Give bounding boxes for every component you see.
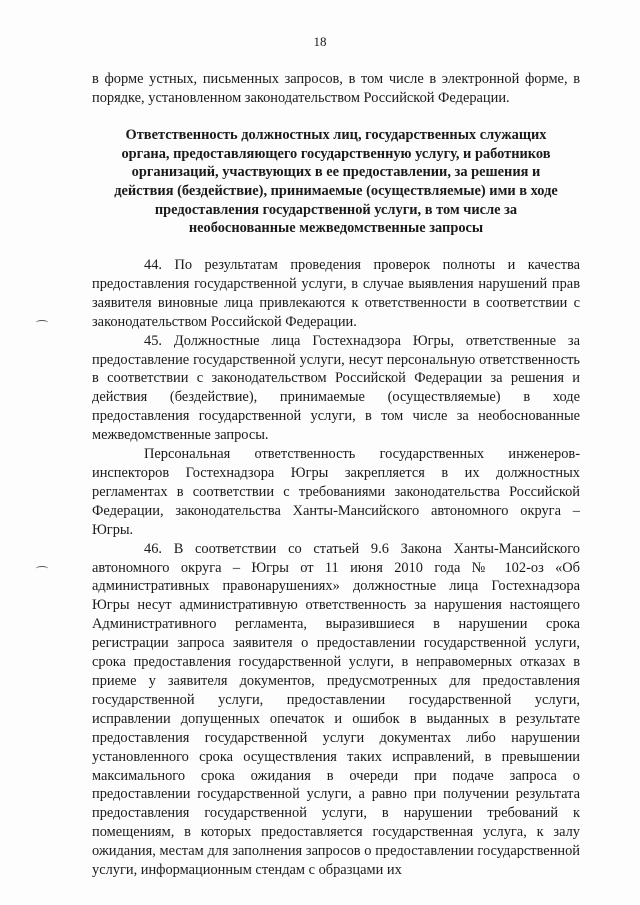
margin-pen-mark bbox=[36, 566, 48, 571]
paragraph-45: 45. Должностные лица Гостехнадзора Югры, ответственные за предоставление государственной услуги, несут персональную ответственность в соответствии с законодательством Российской Федерации за решения и действия (бездействие), принимаемые (осуществляемые) в ходе предоставления государственной услуги, в том числе за необоснованные межведомственные запросы. bbox=[92, 332, 580, 444]
paragraph-46: 46. В соответствии со статьей 9.6 Закона Ханты-Мансийского автономного округа – Югры от 11 июня 2010 года № 102-оз «Об административных правонарушениях» должностные лица Гостехнадзора Югры несут административную ответственность за нарушения настоящего Административного регламента, выразившиеся в нарушении срока регистрации запроса заявителя о предоставлении государственной услуги, срока предоставления государственной услуги, в неправомерных отказах в приеме у заявителя документов, предусмотренных для предоставления государственной услуги, предоставлении государственной услуги, исправлении допущенных опечаток и ошибок в выданных в результате предоставления государственной услуги документах либо нарушении установленного срока осуществления таких исправлений, в превышении максимального срока ожидания в очереди при подаче запроса о предоставлении государственной услуги, а равно при получении результата предоставления государственной услуги, в нарушении требований к помещениям, в которых предоставляется государственная услуга, к залу ожидания, местам для заполнения запросов о предоставлении государственной услуги, информационным стендам с образцами их bbox=[92, 540, 580, 879]
section-heading: Ответственность должностных лиц, государственных служащих органа, предоставляющего государственную услугу, и работников организаций, участвующих в ее предоставлении, за решения и действия (бездействие), принимаемые (осуществляемые) ими в ходе предоставления государственной услуги, в том числе за необоснованные межведомственные запросы bbox=[114, 126, 558, 237]
paragraph-personal-responsibility: Персональная ответственность государственных инженеров-инспекторов Гостехнадзора Югры закрепляется в их должностных регламентах в соответствии с требованиями законодательства Российской Федерации, законодательства Ханты-Мансийского автономного округа – Югры. bbox=[92, 446, 580, 538]
document-body bbox=[92, 70, 580, 880]
margin-pen-mark bbox=[36, 320, 48, 325]
paragraph-44: 44. По результатам проведения проверок полноты и качества предоставления государственной услуги, в случае выявления нарушений прав заявителя виновные лица привлекаются к ответственности в соответствии с законодательством Российской Федерации. bbox=[92, 257, 580, 330]
intro-paragraph: в форме устных, письменных запросов, в том числе в электронной форме, в порядке, установленном законодательством Российской Федерации. bbox=[92, 71, 580, 106]
page-number: 18 bbox=[313, 34, 327, 49]
